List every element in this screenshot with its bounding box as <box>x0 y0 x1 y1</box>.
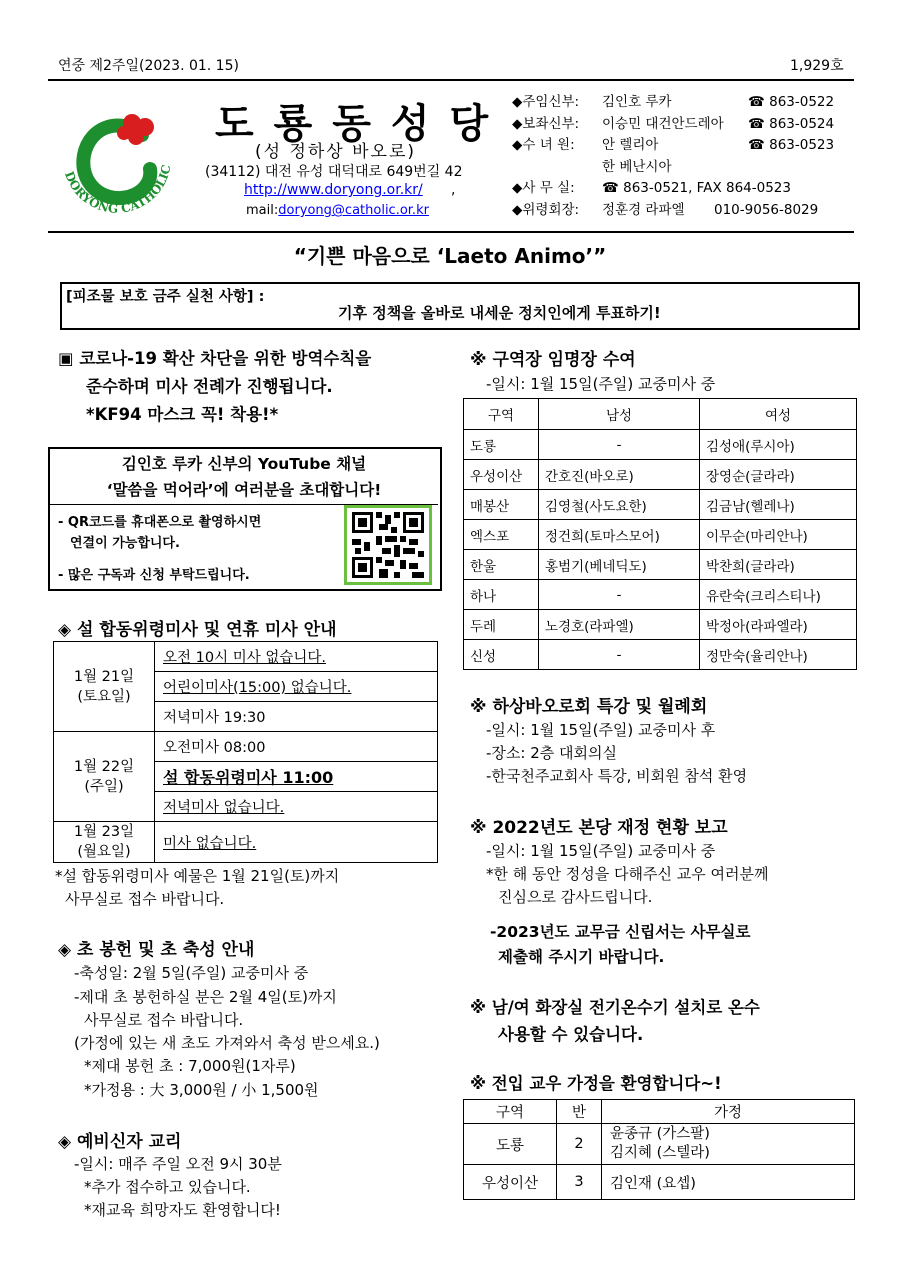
table-row: 도룡 2 윤종규 (가스팔) 김지혜 (스텔라) <box>464 1124 855 1165</box>
mass-day: 1월 23일 (월요일) <box>54 822 155 863</box>
youtube-item1b: 연결이 가능합니다. <box>70 536 180 551</box>
candle-l4: (가정에 있는 새 초도 가져와서 축성 받으세요.) <box>74 1034 380 1052</box>
paul-lecture-l2: -장소: 2층 대회의실 <box>486 744 617 762</box>
church-address: (34112) 대전 유성 대덕대로 649번길 42 <box>205 164 463 180</box>
table-row: 우성이산 3 김인재 (요셉) <box>464 1165 855 1200</box>
catechumen-l3: *재교육 희망자도 환영합니다! <box>84 1201 281 1219</box>
mail-link[interactable]: doryong@catholic.or.kr <box>278 203 429 218</box>
paul-lecture-l3: -한국천주교회사 특강, 비회원 참석 환영 <box>486 767 748 785</box>
staff-row: 한 베난시아 <box>602 158 672 175</box>
website-link[interactable]: http://www.doryong.or.kr/ <box>244 182 423 198</box>
staff-row: ◆주임신부: 김인호 루카 ☎ 863-0522 <box>512 94 835 110</box>
issue-number: 1,929호 <box>790 58 844 74</box>
finance-l5: 제출해 주시기 바랍니다. <box>498 948 665 966</box>
paul-lecture-title: ※ 하상바오로회 특강 및 월례회 <box>470 697 708 717</box>
motto: “기쁜 마음으로 ‘Laeto Animo’” <box>293 244 607 268</box>
mail-label: mail: <box>246 203 279 218</box>
staff-row: ◆보좌신부: 이승민 대건안드레아 ☎ 863-0524 <box>512 115 835 132</box>
finance-l4: -2023년도 교무금 신립서는 사무실로 <box>490 923 751 941</box>
table-row: 하나 - 유란숙(크리스티나) <box>464 580 857 610</box>
issue-date: 연중 제2주일(2023. 01. 15) <box>58 58 239 74</box>
table-row: 도룡 - 김성애(루시아) <box>464 430 857 460</box>
youtube-head2: ‘말씀을 먹어라’에 여러분을 초대합니다! <box>106 481 382 499</box>
table-row: 매봉산 김영철(사도요한) 김금남(헬레나) <box>464 490 857 520</box>
table-row: 한울 홍범기(베네딕도) 박찬희(글라라) <box>464 550 857 580</box>
covid-line2: 준수하며 미사 전례가 진행됩니다. <box>86 377 333 396</box>
zone-leaders-time: -일시: 1월 15일(주일) 교중미사 중 <box>486 375 716 393</box>
newyear-note1: *설 합동위령미사 예물은 1월 21일(토)까지 <box>55 867 340 885</box>
newyear-mass-table <box>53 641 438 863</box>
church-title: 도룡동성당 <box>215 101 509 147</box>
table-row: 엑스포 정건희(토마스모어) 이무순(마리안나) <box>464 520 857 550</box>
catechumen-title: ◈ 예비신자 교리 <box>58 1132 182 1152</box>
newyear-mass-title: ◈ 설 합동위령미사 및 연휴 미사 안내 <box>58 620 337 640</box>
finance-title: ※ 2022년도 본당 재정 현황 보고 <box>470 818 728 838</box>
restroom-l2: 사용할 수 있습니다. <box>498 1025 644 1044</box>
welcome-title: ※ 전입 교우 가정을 환영합니다~! <box>470 1074 722 1093</box>
header-rule <box>48 231 854 233</box>
youtube-header <box>50 451 438 503</box>
candle-l2: -제대 초 봉헌하실 분은 2월 4일(토)까지 <box>74 988 337 1006</box>
staff-row: ◆위령회장: 정훈경 라파엘 010-9056-8029 <box>512 201 819 218</box>
mail-line <box>246 203 429 218</box>
qr-code[interactable] <box>344 505 432 585</box>
table-header-row: 구역 반 가정 <box>464 1100 855 1124</box>
mass-cell: 오전 10시 미사 없습니다. <box>155 642 438 672</box>
youtube-item2: - 많은 구독과 신청 부탁드립니다. <box>58 568 250 583</box>
table-row: 신성 - 정만숙(율리안나) <box>464 640 857 670</box>
staff-row: ◆수 녀 원: 안 렐리아 ☎ 863-0523 <box>512 137 835 153</box>
restroom-l1: ※ 남/여 화장실 전기온수기 설치로 온수 <box>470 998 760 1017</box>
table-row: 우성이산 간호진(바오로) 장영순(글라라) <box>464 460 857 490</box>
candle-l6: *가정용 : 大 3,000원 / 小 1,500원 <box>84 1081 319 1099</box>
finance-l3: 진심으로 감사드립니다. <box>498 888 653 906</box>
website-suffix: , <box>451 182 456 198</box>
church-subtitle: (성 정하상 바오로) <box>255 142 417 162</box>
mass-cell: 오전미사 08:00 <box>155 732 438 762</box>
staff-row: ◆사 무 실: ☎ 863-0521, FAX 864-0523 <box>512 180 791 196</box>
covid-line1: ▣ 코로나-19 확산 차단을 위한 방역수칙을 <box>58 349 372 368</box>
paul-lecture-l1: -일시: 1월 15일(주일) 교중미사 후 <box>486 721 716 739</box>
table-row <box>54 642 438 672</box>
logo-text: DORYONG CATHOLIC <box>62 163 174 216</box>
youtube-item1a: - QR코드를 휴대폰으로 촬영하시면 <box>58 515 262 530</box>
candle-l5: *제대 봉헌 초 : 7,000원(1자루) <box>84 1057 296 1075</box>
mass-day: 1월 22일 (주일) <box>54 732 155 822</box>
candle-title: ◈ 초 봉헌 및 초 축성 안내 <box>58 940 255 960</box>
youtube-head1: 김인호 루카 신부의 YouTube 채널 <box>121 455 367 473</box>
zone-leaders-table <box>463 398 857 670</box>
top-rule <box>48 79 854 81</box>
staff-list <box>512 92 834 221</box>
newyear-note2: 사무실로 접수 바랍니다. <box>65 890 225 908</box>
candle-l1: -축성일: 2월 5일(주일) 교중미사 중 <box>74 964 309 982</box>
table-row <box>54 822 438 863</box>
welcome-table <box>463 1099 855 1200</box>
mass-cell: 저녁미사 19:30 <box>155 702 438 732</box>
mass-cell: 미사 없습니다. <box>155 822 438 863</box>
finance-l2: *한 해 동안 정성을 다해주신 교우 여러분께 <box>486 865 769 883</box>
mass-day: 1월 21일 (토요일) <box>54 642 155 732</box>
mass-cell: 설 합동위령미사 11:00 <box>155 762 438 792</box>
creation-notice-text: 기후 정책을 올바로 내세운 정치인에게 투표하기! <box>338 304 661 322</box>
table-header-row: 구역 남성 여성 <box>464 399 857 430</box>
zone-leaders-title: ※ 구역장 임명장 수여 <box>470 350 636 370</box>
finance-l1: -일시: 1월 15일(주일) 교중미사 중 <box>486 842 716 860</box>
candle-l3: 사무실로 접수 바랍니다. <box>84 1011 244 1029</box>
mass-cell: 어린이미사(15:00) 없습니다. <box>155 672 438 702</box>
mass-cell: 저녁미사 없습니다. <box>155 792 438 822</box>
table-row: 두레 노경호(라파엘) 박정아(라파엘라) <box>464 610 857 640</box>
covid-line3: *KF94 마스크 꼭! 착용!* <box>86 405 279 424</box>
church-logo <box>52 97 182 227</box>
catechumen-l2: *추가 접수하고 있습니다. <box>84 1178 251 1196</box>
creation-notice-title: [피조물 보호 금주 실천 사항] : <box>66 289 265 305</box>
catechumen-l1: -일시: 매주 주일 오전 9시 30분 <box>74 1155 282 1173</box>
table-row <box>54 732 438 762</box>
